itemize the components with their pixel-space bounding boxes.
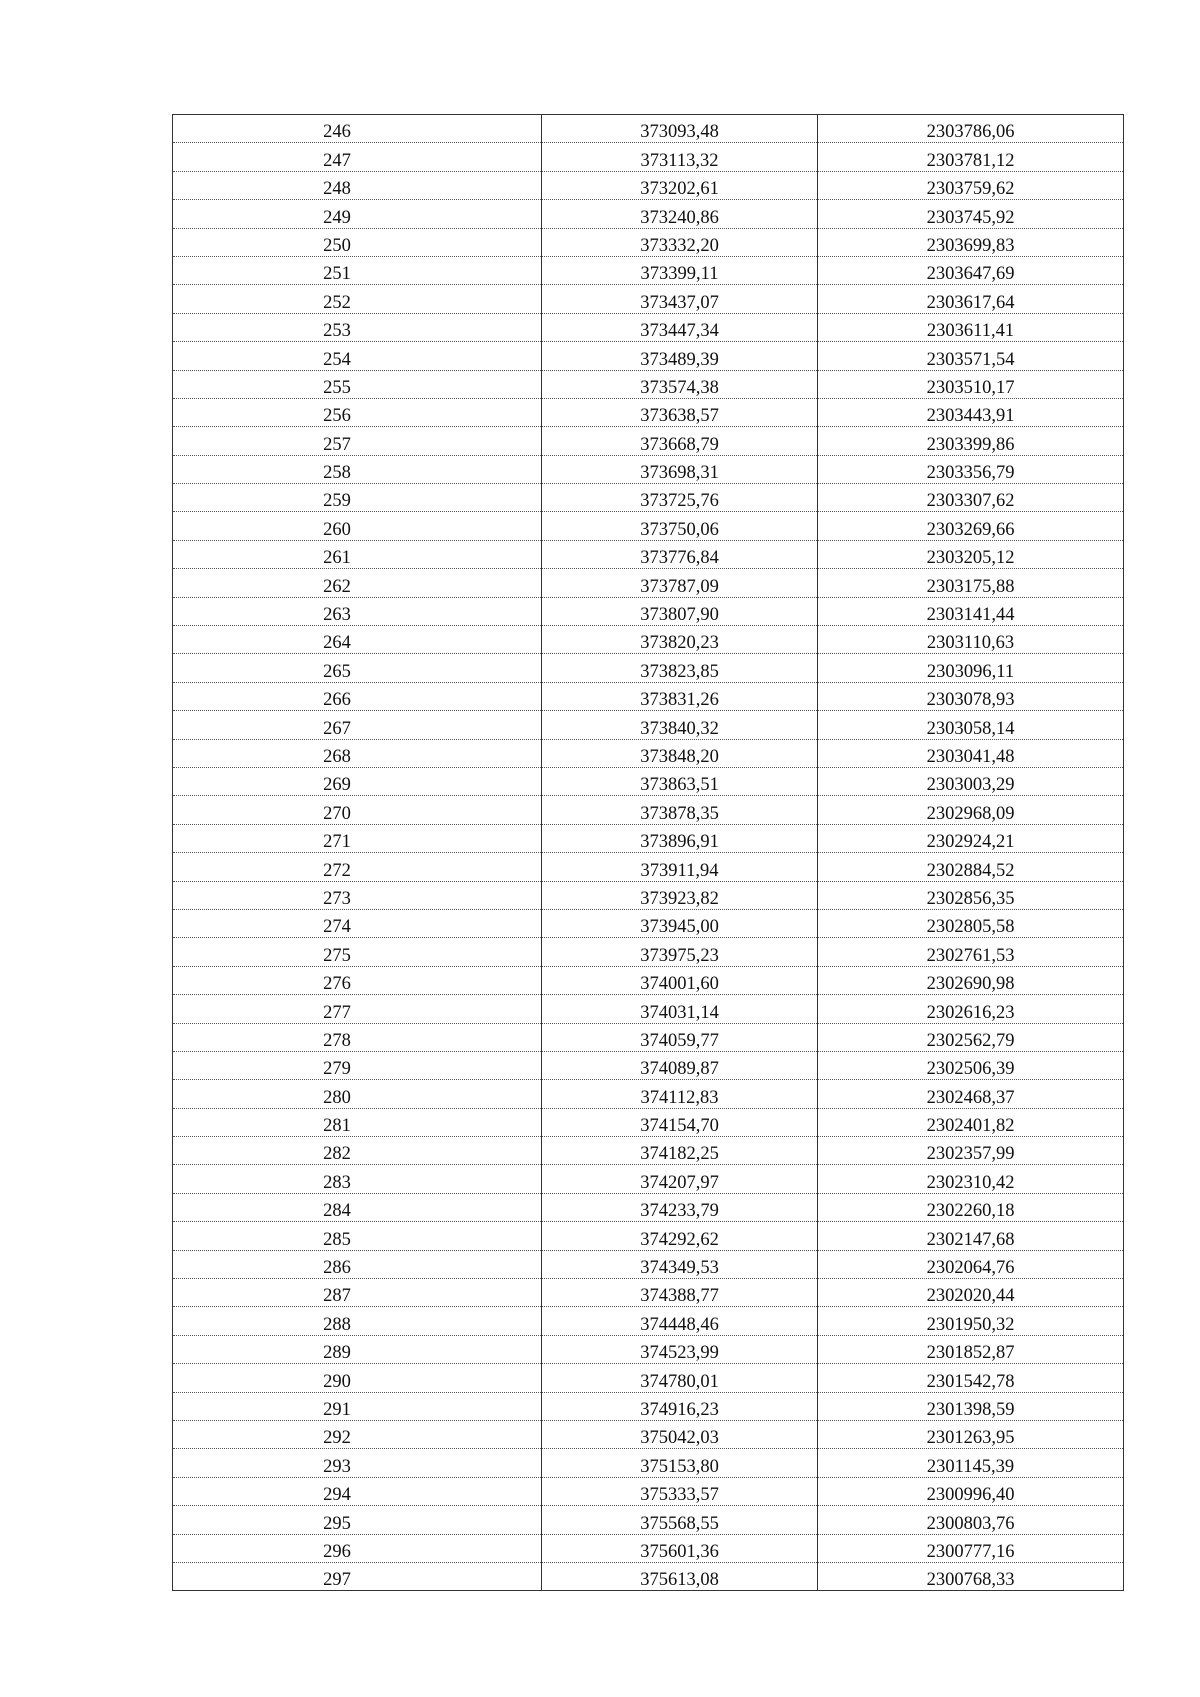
- table-row: [173, 256, 1124, 284]
- x-coordinate-cell: 374154,70: [542, 1108, 818, 1136]
- point-number-cell: 258: [173, 455, 542, 483]
- x-coordinate-cell: 374388,77: [542, 1279, 818, 1307]
- table-row: [173, 427, 1124, 455]
- y-coordinate-cell: 2302924,21: [818, 824, 1124, 852]
- point-number-cell: 263: [173, 597, 542, 625]
- y-coordinate-cell: 2302064,76: [818, 1250, 1124, 1278]
- table-row: [173, 995, 1124, 1023]
- point-number-cell: 293: [173, 1449, 542, 1477]
- x-coordinate-cell: 374448,46: [542, 1307, 818, 1335]
- table-row: [173, 1193, 1124, 1221]
- point-number-cell: 267: [173, 711, 542, 739]
- table-row: [173, 966, 1124, 994]
- x-coordinate-cell: 373911,94: [542, 853, 818, 881]
- x-coordinate-cell: 373113,32: [542, 143, 818, 171]
- point-number-cell: 264: [173, 626, 542, 654]
- y-coordinate-cell: 2302468,37: [818, 1080, 1124, 1108]
- x-coordinate-cell: 373202,61: [542, 171, 818, 199]
- table-row: [173, 342, 1124, 370]
- x-coordinate-cell: 374031,14: [542, 995, 818, 1023]
- x-coordinate-cell: 373399,11: [542, 256, 818, 284]
- table-row: [173, 398, 1124, 426]
- y-coordinate-cell: 2303759,62: [818, 171, 1124, 199]
- y-coordinate-cell: 2303041,48: [818, 739, 1124, 767]
- point-number-cell: 282: [173, 1137, 542, 1165]
- x-coordinate-cell: 373945,00: [542, 909, 818, 937]
- y-coordinate-cell: 2302761,53: [818, 938, 1124, 966]
- table-row: [173, 200, 1124, 228]
- table-row: [173, 1506, 1124, 1534]
- point-number-cell: 259: [173, 484, 542, 512]
- table-row: [173, 370, 1124, 398]
- x-coordinate-cell: 373489,39: [542, 342, 818, 370]
- x-coordinate-cell: 373863,51: [542, 767, 818, 795]
- y-coordinate-cell: 2303269,66: [818, 512, 1124, 540]
- y-coordinate-cell: 2302805,58: [818, 909, 1124, 937]
- y-coordinate-cell: 2300996,40: [818, 1477, 1124, 1505]
- y-coordinate-cell: 2303175,88: [818, 569, 1124, 597]
- point-number-cell: 257: [173, 427, 542, 455]
- x-coordinate-cell: 373923,82: [542, 881, 818, 909]
- y-coordinate-cell: 2303786,06: [818, 115, 1124, 143]
- table-row: [173, 313, 1124, 341]
- point-number-cell: 278: [173, 1023, 542, 1051]
- coordinates-table-body: [173, 115, 1124, 1591]
- point-number-cell: 297: [173, 1562, 542, 1590]
- table-row: [173, 1392, 1124, 1420]
- x-coordinate-cell: 374207,97: [542, 1165, 818, 1193]
- point-number-cell: 283: [173, 1165, 542, 1193]
- table-row: [173, 909, 1124, 937]
- point-number-cell: 254: [173, 342, 542, 370]
- point-number-cell: 292: [173, 1420, 542, 1448]
- coordinates-table: [172, 114, 1124, 1591]
- table-row: [173, 938, 1124, 966]
- point-number-cell: 287: [173, 1279, 542, 1307]
- point-number-cell: 279: [173, 1051, 542, 1079]
- x-coordinate-cell: 375042,03: [542, 1420, 818, 1448]
- point-number-cell: 261: [173, 540, 542, 568]
- point-number-cell: 289: [173, 1335, 542, 1363]
- y-coordinate-cell: 2303356,79: [818, 455, 1124, 483]
- point-number-cell: 291: [173, 1392, 542, 1420]
- x-coordinate-cell: 373807,90: [542, 597, 818, 625]
- point-number-cell: 276: [173, 966, 542, 994]
- x-coordinate-cell: 373840,32: [542, 711, 818, 739]
- y-coordinate-cell: 2302357,99: [818, 1137, 1124, 1165]
- point-number-cell: 249: [173, 200, 542, 228]
- y-coordinate-cell: 2303699,83: [818, 228, 1124, 256]
- table-row: [173, 228, 1124, 256]
- y-coordinate-cell: 2302260,18: [818, 1193, 1124, 1221]
- y-coordinate-cell: 2303617,64: [818, 285, 1124, 313]
- point-number-cell: 265: [173, 654, 542, 682]
- x-coordinate-cell: 374523,99: [542, 1335, 818, 1363]
- x-coordinate-cell: 373776,84: [542, 540, 818, 568]
- y-coordinate-cell: 2303571,54: [818, 342, 1124, 370]
- point-number-cell: 290: [173, 1364, 542, 1392]
- y-coordinate-cell: 2302856,35: [818, 881, 1124, 909]
- table-row: [173, 1449, 1124, 1477]
- x-coordinate-cell: 373750,06: [542, 512, 818, 540]
- y-coordinate-cell: 2302884,52: [818, 853, 1124, 881]
- table-row: [173, 1364, 1124, 1392]
- point-number-cell: 268: [173, 739, 542, 767]
- table-row: [173, 1534, 1124, 1562]
- y-coordinate-cell: 2303745,92: [818, 200, 1124, 228]
- y-coordinate-cell: 2302401,82: [818, 1108, 1124, 1136]
- x-coordinate-cell: 374292,62: [542, 1222, 818, 1250]
- point-number-cell: 246: [173, 115, 542, 143]
- table-row: [173, 455, 1124, 483]
- x-coordinate-cell: 374112,83: [542, 1080, 818, 1108]
- x-coordinate-cell: 374916,23: [542, 1392, 818, 1420]
- x-coordinate-cell: 373820,23: [542, 626, 818, 654]
- y-coordinate-cell: 2303141,44: [818, 597, 1124, 625]
- table-row: [173, 853, 1124, 881]
- point-number-cell: 273: [173, 881, 542, 909]
- table-row: [173, 143, 1124, 171]
- table-row: [173, 1108, 1124, 1136]
- point-number-cell: 251: [173, 256, 542, 284]
- point-number-cell: 250: [173, 228, 542, 256]
- x-coordinate-cell: 373093,48: [542, 115, 818, 143]
- y-coordinate-cell: 2302562,79: [818, 1023, 1124, 1051]
- x-coordinate-cell: 373975,23: [542, 938, 818, 966]
- y-coordinate-cell: 2303307,62: [818, 484, 1124, 512]
- table-row: [173, 1420, 1124, 1448]
- table-row: [173, 739, 1124, 767]
- x-coordinate-cell: 373787,09: [542, 569, 818, 597]
- y-coordinate-cell: 2303399,86: [818, 427, 1124, 455]
- y-coordinate-cell: 2303003,29: [818, 767, 1124, 795]
- table-row: [173, 597, 1124, 625]
- table-row: [173, 1477, 1124, 1505]
- table-row: [173, 1335, 1124, 1363]
- point-number-cell: 272: [173, 853, 542, 881]
- x-coordinate-cell: 374089,87: [542, 1051, 818, 1079]
- table-row: [173, 1023, 1124, 1051]
- x-coordinate-cell: 373437,07: [542, 285, 818, 313]
- y-coordinate-cell: 2300777,16: [818, 1534, 1124, 1562]
- y-coordinate-cell: 2302616,23: [818, 995, 1124, 1023]
- y-coordinate-cell: 2303058,14: [818, 711, 1124, 739]
- x-coordinate-cell: 373638,57: [542, 398, 818, 426]
- x-coordinate-cell: 373332,20: [542, 228, 818, 256]
- point-number-cell: 269: [173, 767, 542, 795]
- point-number-cell: 281: [173, 1108, 542, 1136]
- y-coordinate-cell: 2303611,41: [818, 313, 1124, 341]
- table-row: [173, 767, 1124, 795]
- point-number-cell: 253: [173, 313, 542, 341]
- y-coordinate-cell: 2300803,76: [818, 1506, 1124, 1534]
- point-number-cell: 252: [173, 285, 542, 313]
- x-coordinate-cell: 374780,01: [542, 1364, 818, 1392]
- point-number-cell: 270: [173, 796, 542, 824]
- table-row: [173, 1279, 1124, 1307]
- y-coordinate-cell: 2303205,12: [818, 540, 1124, 568]
- point-number-cell: 256: [173, 398, 542, 426]
- x-coordinate-cell: 375601,36: [542, 1534, 818, 1562]
- y-coordinate-cell: 2303443,91: [818, 398, 1124, 426]
- x-coordinate-cell: 375568,55: [542, 1506, 818, 1534]
- point-number-cell: 275: [173, 938, 542, 966]
- point-number-cell: 247: [173, 143, 542, 171]
- x-coordinate-cell: 373698,31: [542, 455, 818, 483]
- point-number-cell: 285: [173, 1222, 542, 1250]
- point-number-cell: 277: [173, 995, 542, 1023]
- x-coordinate-cell: 373574,38: [542, 370, 818, 398]
- x-coordinate-cell: 375153,80: [542, 1449, 818, 1477]
- y-coordinate-cell: 2302690,98: [818, 966, 1124, 994]
- y-coordinate-cell: 2301263,95: [818, 1420, 1124, 1448]
- x-coordinate-cell: 373831,26: [542, 682, 818, 710]
- table-row: [173, 484, 1124, 512]
- point-number-cell: 286: [173, 1250, 542, 1278]
- y-coordinate-cell: 2303110,63: [818, 626, 1124, 654]
- x-coordinate-cell: 375333,57: [542, 1477, 818, 1505]
- x-coordinate-cell: 374001,60: [542, 966, 818, 994]
- point-number-cell: 296: [173, 1534, 542, 1562]
- table-row: [173, 796, 1124, 824]
- x-coordinate-cell: 374349,53: [542, 1250, 818, 1278]
- point-number-cell: 266: [173, 682, 542, 710]
- x-coordinate-cell: 373725,76: [542, 484, 818, 512]
- y-coordinate-cell: 2301145,39: [818, 1449, 1124, 1477]
- y-coordinate-cell: 2303647,69: [818, 256, 1124, 284]
- table-row: [173, 626, 1124, 654]
- x-coordinate-cell: 374233,79: [542, 1193, 818, 1221]
- table-row: [173, 171, 1124, 199]
- table-row: [173, 1562, 1124, 1590]
- table-row: [173, 1051, 1124, 1079]
- table-row: [173, 824, 1124, 852]
- y-coordinate-cell: 2302020,44: [818, 1279, 1124, 1307]
- point-number-cell: 262: [173, 569, 542, 597]
- point-number-cell: 280: [173, 1080, 542, 1108]
- table-row: [173, 512, 1124, 540]
- table-row: [173, 1137, 1124, 1165]
- x-coordinate-cell: 373878,35: [542, 796, 818, 824]
- point-number-cell: 295: [173, 1506, 542, 1534]
- point-number-cell: 288: [173, 1307, 542, 1335]
- x-coordinate-cell: 375613,08: [542, 1562, 818, 1590]
- point-number-cell: 294: [173, 1477, 542, 1505]
- y-coordinate-cell: 2303781,12: [818, 143, 1124, 171]
- y-coordinate-cell: 2301542,78: [818, 1364, 1124, 1392]
- point-number-cell: 274: [173, 909, 542, 937]
- x-coordinate-cell: 373896,91: [542, 824, 818, 852]
- y-coordinate-cell: 2301852,87: [818, 1335, 1124, 1363]
- y-coordinate-cell: 2301398,59: [818, 1392, 1124, 1420]
- table-row: [173, 115, 1124, 143]
- table-row: [173, 569, 1124, 597]
- y-coordinate-cell: 2300768,33: [818, 1562, 1124, 1590]
- y-coordinate-cell: 2301950,32: [818, 1307, 1124, 1335]
- point-number-cell: 284: [173, 1193, 542, 1221]
- x-coordinate-cell: 374059,77: [542, 1023, 818, 1051]
- point-number-cell: 248: [173, 171, 542, 199]
- point-number-cell: 260: [173, 512, 542, 540]
- y-coordinate-cell: 2303510,17: [818, 370, 1124, 398]
- x-coordinate-cell: 373447,34: [542, 313, 818, 341]
- x-coordinate-cell: 373668,79: [542, 427, 818, 455]
- point-number-cell: 271: [173, 824, 542, 852]
- x-coordinate-cell: 374182,25: [542, 1137, 818, 1165]
- table-row: [173, 711, 1124, 739]
- table-row: [173, 540, 1124, 568]
- y-coordinate-cell: 2303078,93: [818, 682, 1124, 710]
- table-row: [173, 1165, 1124, 1193]
- y-coordinate-cell: 2302310,42: [818, 1165, 1124, 1193]
- table-row: [173, 682, 1124, 710]
- x-coordinate-cell: 373240,86: [542, 200, 818, 228]
- y-coordinate-cell: 2302968,09: [818, 796, 1124, 824]
- table-row: [173, 1222, 1124, 1250]
- y-coordinate-cell: 2303096,11: [818, 654, 1124, 682]
- y-coordinate-cell: 2302147,68: [818, 1222, 1124, 1250]
- table-row: [173, 1307, 1124, 1335]
- table-row: [173, 285, 1124, 313]
- table-row: [173, 1250, 1124, 1278]
- point-number-cell: 255: [173, 370, 542, 398]
- table-row: [173, 881, 1124, 909]
- table-row: [173, 654, 1124, 682]
- x-coordinate-cell: 373823,85: [542, 654, 818, 682]
- x-coordinate-cell: 373848,20: [542, 739, 818, 767]
- y-coordinate-cell: 2302506,39: [818, 1051, 1124, 1079]
- table-row: [173, 1080, 1124, 1108]
